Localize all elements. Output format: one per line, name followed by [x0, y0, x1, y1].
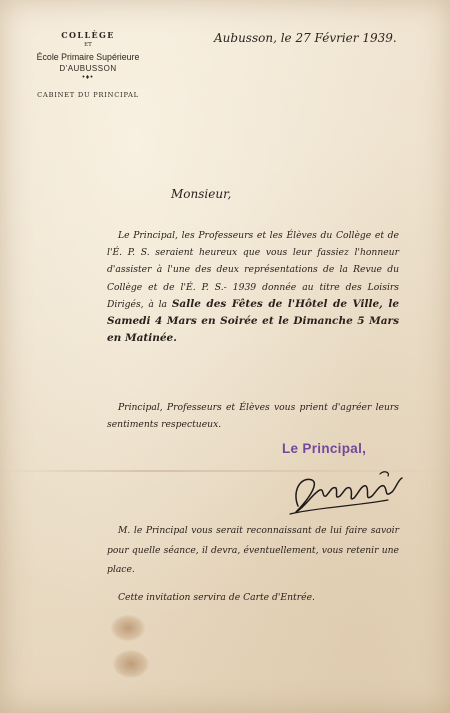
- entry-card-note: Cette invitation servira de Carte d'Entrée.: [118, 592, 315, 603]
- principal-stamp: Le Principal,: [282, 441, 367, 456]
- invitation-text: Le Principal, les Professeurs et les Élèves du Collège et de l'É. P. S. seraient heureux que vous leur fassiez l'honneur d'assister à l'une des deux représentations de la Revue du Collège et de l'É. P. S.- 1939 donnée au titre des Loisirs Dirigés, à la: [107, 230, 399, 310]
- salutation: Monsieur,: [171, 187, 232, 201]
- letterhead-town: D'AUBUSSON: [59, 64, 117, 73]
- letterhead-college: COLLÈGE: [61, 30, 115, 40]
- request-paragraph: M. le Principal vous serait reconnaissant de lui faire savoir pour quelle séance, il devra, éventuellement, vous retenir une place.: [107, 525, 399, 575]
- letter-date: Aubusson, le 27 Février 1939.: [214, 31, 397, 45]
- letterhead-ornament: •♦•: [82, 74, 94, 81]
- letterhead-et: ET: [84, 42, 92, 48]
- invitation-paragraph: [107, 227, 399, 347]
- stain-lower: [113, 650, 149, 678]
- regards-paragraph: Principal, Professeurs et Élèves vous prient d'agréer leurs sentiments respectueux.: [107, 402, 399, 431]
- signature: [284, 462, 414, 518]
- letterhead-school: École Primaire Supérieure: [36, 52, 140, 62]
- venue-and-dates: Salle des Fêtes de l'Hôtel de Ville, le Samedi 4 Mars en Soirée et le Dimanche 5 Mars en Matinée.: [107, 297, 400, 345]
- letterhead-office: CABINET DU PRINCIPAL: [37, 91, 139, 99]
- stain-upper: [111, 615, 145, 641]
- letterhead: [22, 30, 154, 99]
